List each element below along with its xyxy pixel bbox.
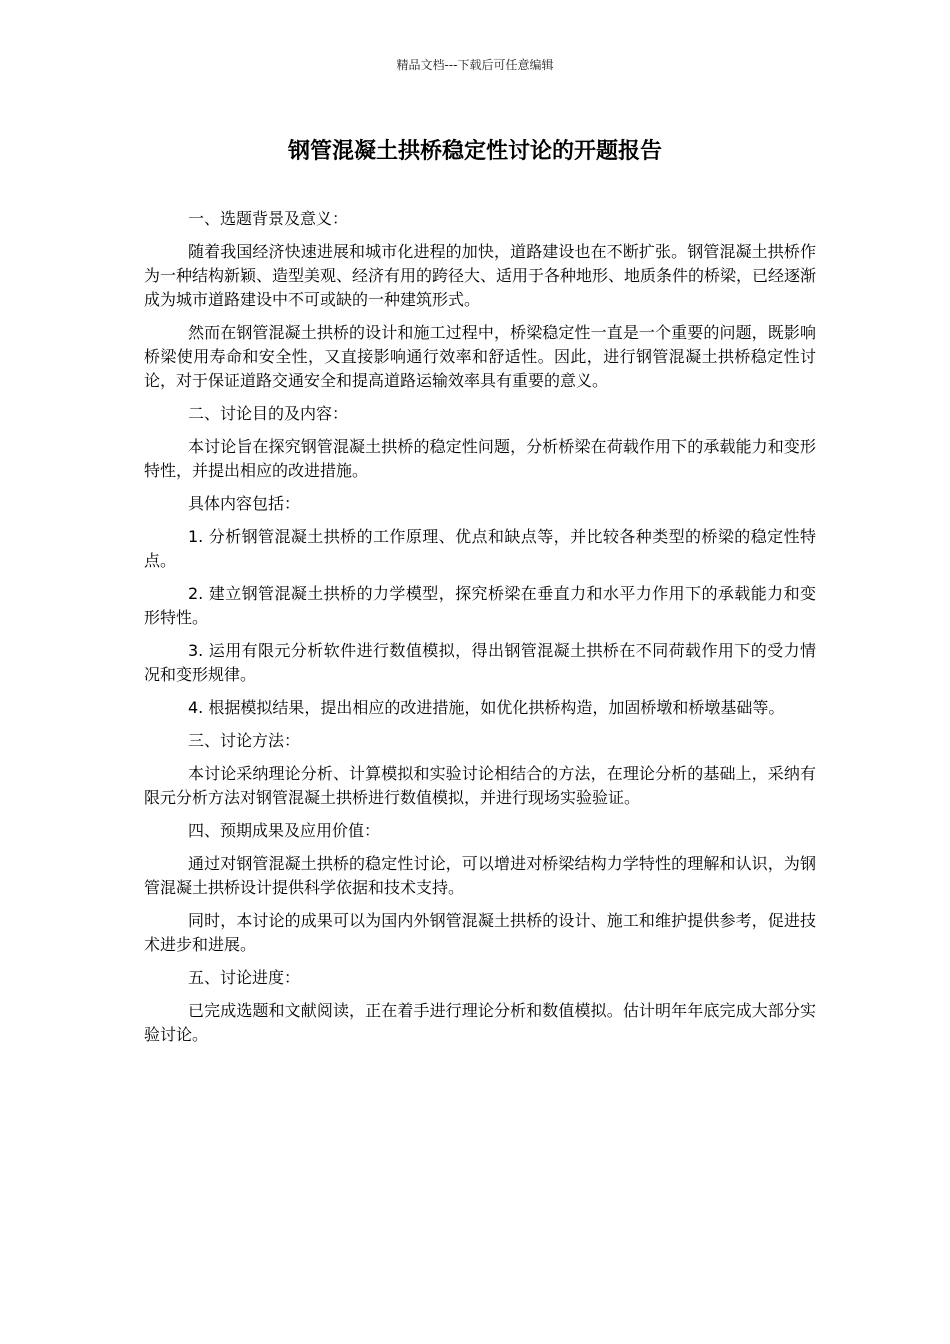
paragraph: 通过对钢管混凝土拱桥的稳定性讨论，可以增进对桥梁结构力学特性的理解和认识，为钢管混凝土拱桥设计提供科学依据和技术支持。: [144, 854, 816, 897]
document-title: 钢管混凝土拱桥稳定性讨论的开题报告: [287, 139, 662, 164]
header-note: 精品文档---下载后可任意编辑: [396, 58, 554, 72]
paragraph: 已完成选题和文献阅读，正在着手进行理论分析和数值模拟。估计明年年底完成大部分实验讨论。: [144, 1001, 816, 1044]
paragraph: 本讨论旨在探究钢管混凝土拱桥的稳定性问题，分析桥梁在荷载作用下的承载能力和变形特性，并提出相应的改进措施。: [144, 437, 816, 480]
paragraph: 本讨论采纳理论分析、计算模拟和实验讨论相结合的方法，在理论分析的基础上，采纳有限元分析方法对钢管混凝土拱桥进行数值模拟，并进行现场实验验证。: [144, 764, 816, 807]
paragraph: 然而在钢管混凝土拱桥的设计和施工过程中，桥梁稳定性一直是一个重要的问题，既影响桥梁使用寿命和安全性，又直接影响通行效率和舒适性。因此，进行钢管混凝土拱桥稳定性讨论，对于保证道路交通安全和提高道路运输效率具有重要的意义。: [144, 323, 816, 390]
paragraph: 具体内容包括：: [188, 494, 301, 513]
paragraph: 随着我国经济快速进展和城市化进程的加快，道路建设也在不断扩张。钢管混凝土拱桥作为一种结构新颖、造型美观、经济有用的跨径大、适用于各种地形、地质条件的桥梁，已经逐渐成为城市道路建设中不可或缺的一种建筑形式。: [144, 242, 817, 309]
paragraph: 同时，本讨论的成果可以为国内外钢管混凝土拱桥的设计、施工和维护提供参考，促进技术进步和进展。: [144, 911, 816, 954]
section-heading-background: 一、选题背景及意义：: [188, 209, 349, 228]
list-item: 2. 建立钢管混凝土拱桥的力学模型，探究桥梁在垂直力和水平力作用下的承载能力和变形特性。: [144, 584, 816, 627]
list-item: 1. 分析钢管混凝土拱桥的工作原理、优点和缺点等，并比较各种类型的桥梁的稳定性特点。: [144, 527, 816, 570]
list-item: 4. 根据模拟结果，提出相应的改进措施，如优化拱桥构造，加固桥墩和桥墩基础等。: [188, 698, 785, 717]
section-heading-methods: 三、讨论方法：: [188, 731, 301, 750]
section-heading-objectives: 二、讨论目的及内容：: [188, 404, 349, 423]
document-body: [144, 207, 816, 1056]
section-heading-outcomes: 四、预期成果及应用价值：: [188, 821, 381, 840]
list-item: 3. 运用有限元分析软件进行数值模拟，得出钢管混凝土拱桥在不同荷载作用下的受力情况和变形规律。: [144, 641, 816, 684]
section-heading-schedule: 五、讨论进度：: [188, 968, 301, 987]
